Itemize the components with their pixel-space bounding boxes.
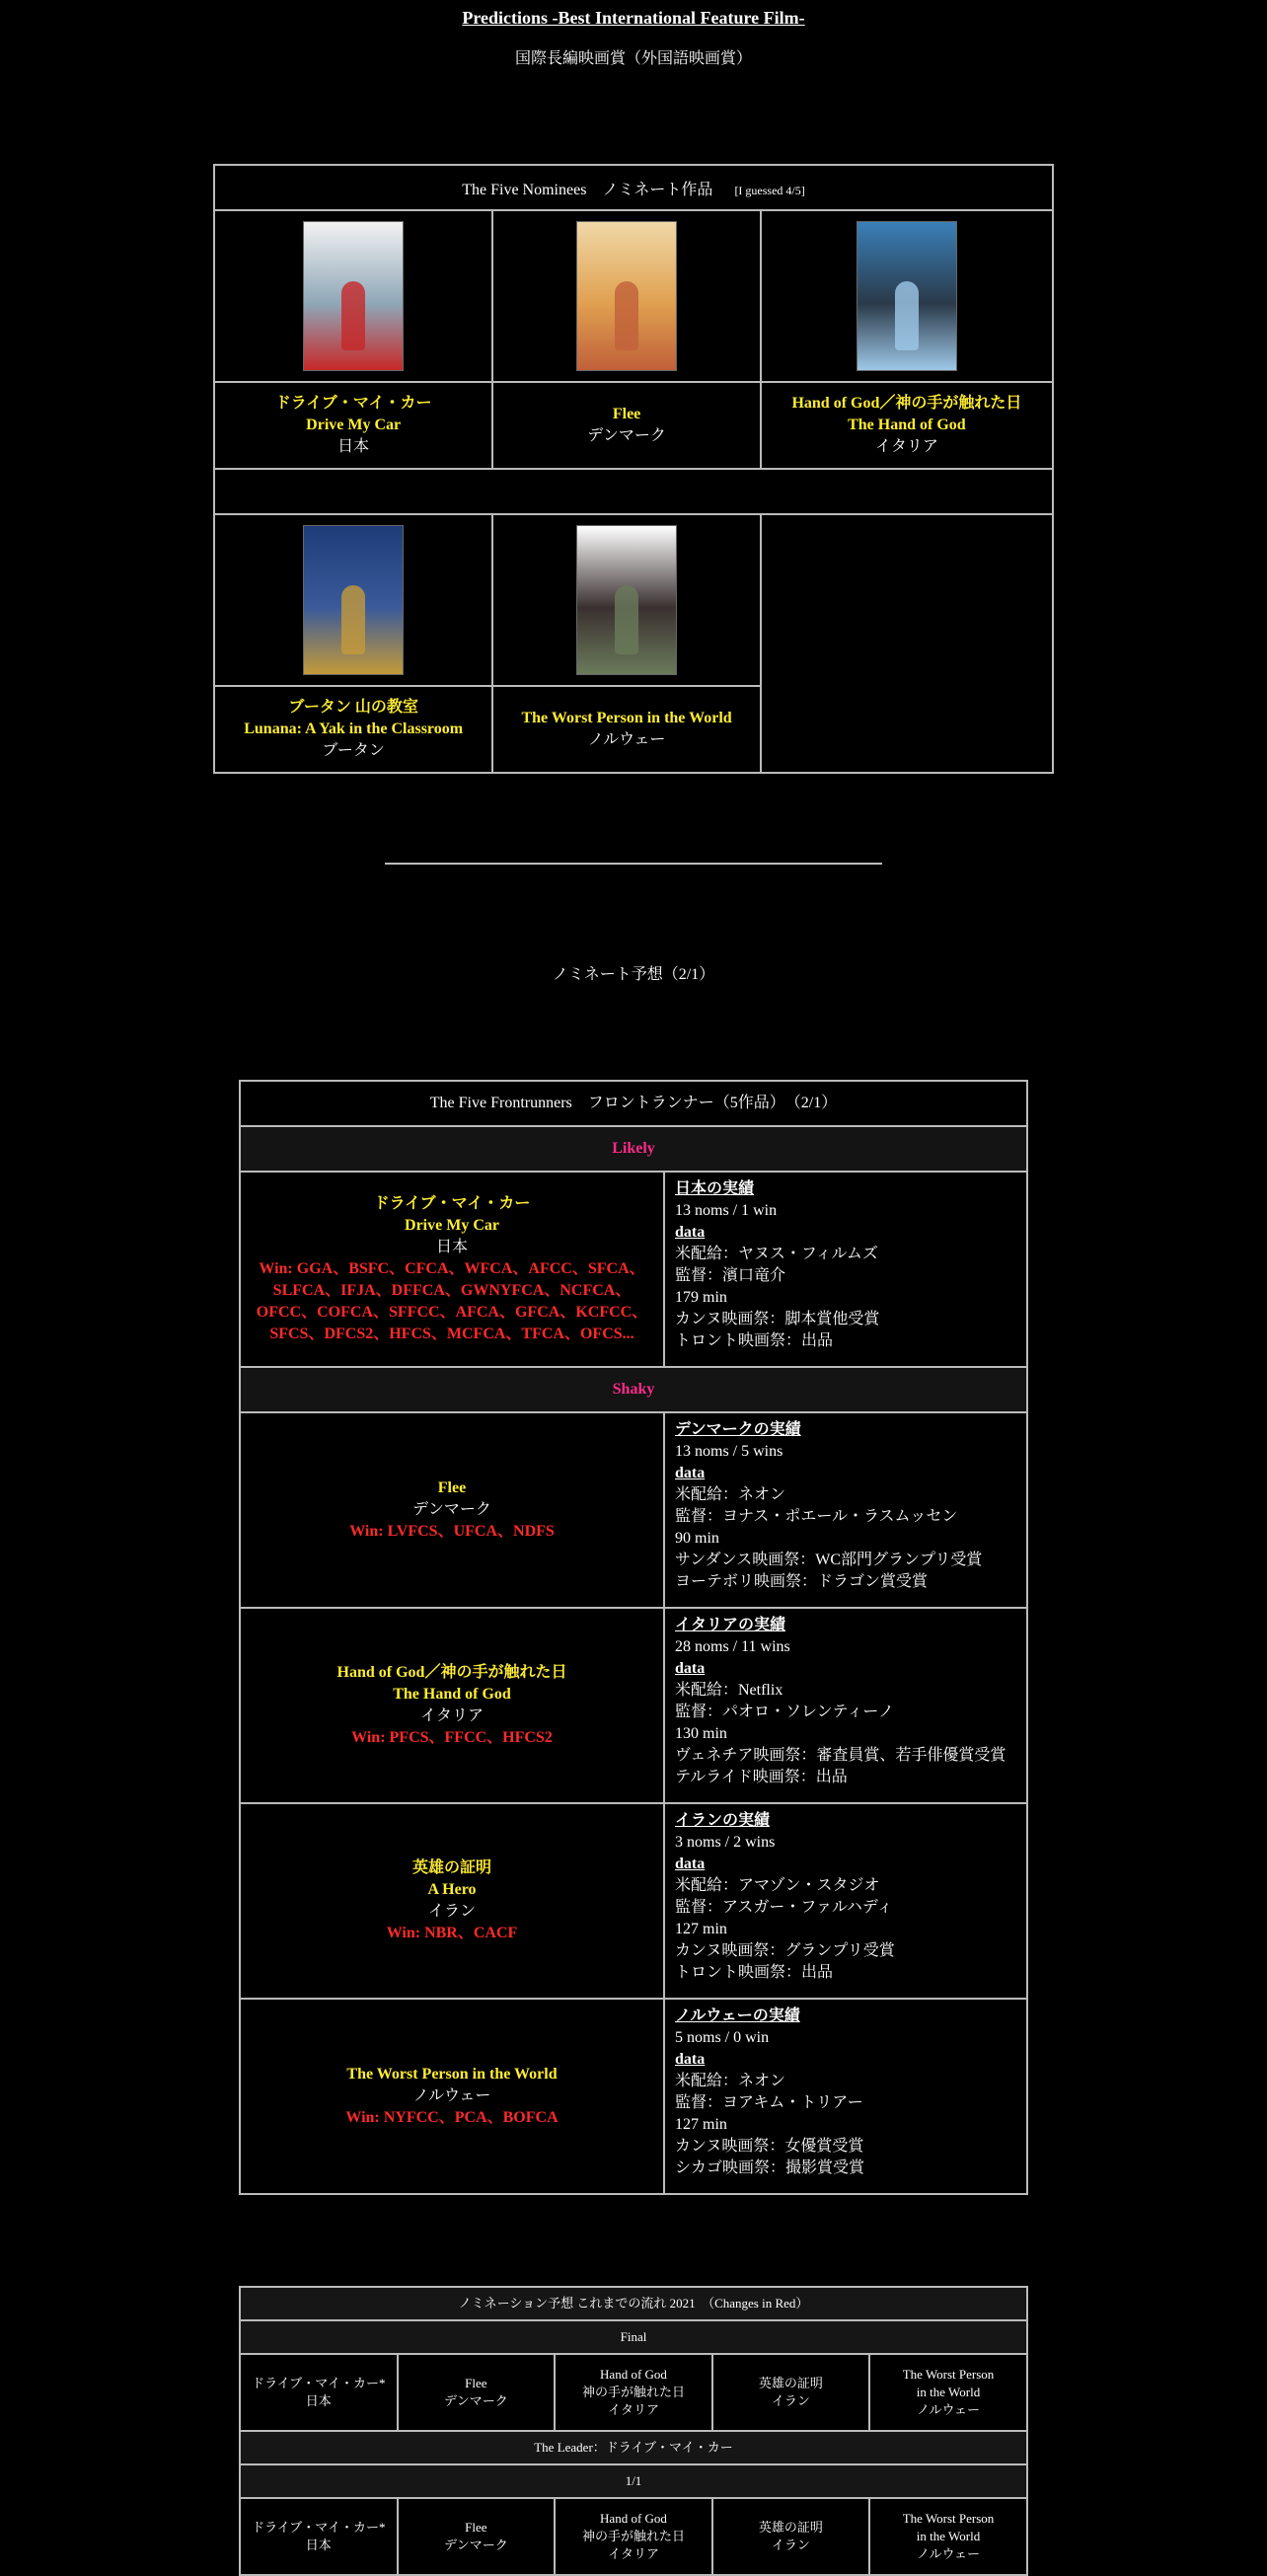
film-title-en: Lunana: A Yak in the Classroom <box>244 720 464 737</box>
film-title-en: The Worst Person in the World <box>346 2066 558 2083</box>
record-title[interactable]: デンマークの実績 <box>675 1421 801 1438</box>
nominees-header-text: The Five Nominees ノミネート作品 <box>462 181 713 198</box>
frontrunner-film <box>240 1803 664 1999</box>
flow-line: in the World <box>916 2385 981 2399</box>
flow-date-label: 1/1 <box>240 2464 1027 2498</box>
nominee-label <box>492 382 761 469</box>
divider <box>385 863 882 865</box>
poster-cell <box>492 514 761 686</box>
flow-cell <box>712 2498 869 2575</box>
record-title[interactable]: 日本の実績 <box>675 1180 755 1197</box>
poster-hand-of-god[interactable] <box>857 221 957 371</box>
flow-line: イタリア <box>607 2402 659 2417</box>
flow-line: ドライブ・マイ・カー* <box>252 2520 386 2535</box>
data-line: 米配給：アマゾン・スタジオ <box>675 1877 880 1894</box>
frontrunner-data <box>664 1803 1027 1999</box>
film-wins: Win: NYFCC、PCA、BOFCA <box>345 2109 559 2126</box>
film-wins: Win: GGA、BSFC、CFCA、WFCA、AFCC、SFCA、SLFCA、IFJA、DFFCA、GWNYFCA、NCFCA、OFCC、COFCA、SFFCC、AFCA、GFCA、KCFCC、SFCS、DFCS2、HFCS、MCFCA、TFCA、OFCS... <box>256 1260 648 1342</box>
page-title[interactable]: Predictions -Best International Feature Film- <box>462 8 805 28</box>
flow-line: イタリア <box>607 2546 659 2561</box>
frontrunner-film <box>240 1999 664 2194</box>
data-line: 監督：アスガー・ファルハディ <box>675 1899 893 1916</box>
data-line: 監督：パオロ・ソレンティーノ <box>675 1704 895 1720</box>
data-line: 監督：ヨナス・ポエール・ラスムッセン <box>675 1508 958 1525</box>
flow-cell <box>869 2354 1027 2431</box>
flow-cell <box>555 2498 712 2575</box>
film-title-en: The Worst Person in the World <box>521 710 732 726</box>
data-line: 127 min <box>675 1921 727 1937</box>
noms-count: 3 noms / 2 wins <box>675 1834 776 1851</box>
data-line: 米配給：ネオン <box>675 2073 786 2089</box>
flow-table <box>239 2286 1028 2576</box>
flow-line: ノルウェー <box>917 2546 980 2561</box>
film-country: 日本 <box>337 438 370 455</box>
nominees-table <box>213 164 1054 774</box>
poster-cell <box>214 514 492 686</box>
page-subtitle: 国際長編映画賞（外国語映画賞） <box>514 50 752 67</box>
poster-figure <box>341 281 365 350</box>
film-country: ノルウェー <box>412 2087 491 2104</box>
film-wins: Win: PFCS、FFCC、HFCS2 <box>351 1729 553 1746</box>
flow-cell <box>398 2498 556 2575</box>
poster-figure <box>615 281 638 350</box>
film-country: ブータン <box>322 742 385 759</box>
film-country: イタリア <box>874 438 938 455</box>
data-line: ヨーテボリ映画祭：ドラゴン賞受賞 <box>675 1573 929 1590</box>
flow-line: in the World <box>916 2529 981 2543</box>
data-line: 179 min <box>675 1289 727 1306</box>
noms-count: 28 noms / 11 wins <box>675 1638 790 1655</box>
flow-cell <box>240 2498 398 2575</box>
film-country: 日本 <box>435 1239 468 1255</box>
frontrunner-film <box>240 1608 664 1803</box>
flow-cell <box>712 2354 869 2431</box>
data-link[interactable]: data <box>675 1465 706 1481</box>
record-title[interactable]: イタリアの実績 <box>675 1617 786 1633</box>
film-country: ノルウェー <box>587 731 666 748</box>
nominee-label <box>214 686 492 773</box>
guess-note: [I guessed 4/5] <box>734 183 805 197</box>
frontrunner-film <box>240 1412 664 1608</box>
data-line: シカゴ映画祭：撮影賞受賞 <box>675 2159 865 2176</box>
frontrunner-film <box>240 1172 664 1367</box>
data-line: トロント映画祭：出品 <box>675 1964 834 1981</box>
data-line: カンヌ映画祭：グランプリ受賞 <box>675 1942 895 1959</box>
data-line: ヴェネチア映画祭：審査員賞、若手俳優賞受賞 <box>675 1747 1006 1764</box>
flow-line: デンマーク <box>444 2393 508 2408</box>
flow-cell <box>555 2354 712 2431</box>
record-title[interactable]: ノルウェーの実績 <box>675 2008 800 2024</box>
film-title-en: Drive My Car <box>306 417 402 433</box>
flow-cell <box>869 2498 1027 2575</box>
spacer-row <box>214 469 1053 514</box>
flow-line: ノルウェー <box>917 2402 980 2417</box>
flow-line: Hand of God <box>600 2511 667 2526</box>
flow-line: イラン <box>771 2393 810 2408</box>
frontrunner-data <box>664 1412 1027 1608</box>
film-wins: Win: LVFCS、UFCA、NDFS <box>349 1523 555 1540</box>
poster-lunana[interactable] <box>303 525 404 675</box>
poster-drive-my-car[interactable] <box>303 221 404 371</box>
flow-line: 英雄の証明 <box>758 2520 823 2535</box>
nominee-label <box>492 686 761 773</box>
film-title-en: Flee <box>437 1479 467 1496</box>
film-title-jp: Hand of God／神の手が触れた日 <box>336 1664 567 1681</box>
flow-line: 日本 <box>305 2538 332 2552</box>
flow-header: ノミネーション予想 これまでの流れ 2021 （Changes in Red） <box>240 2287 1027 2320</box>
flow-final-label: Final <box>240 2320 1027 2354</box>
flow-line: Flee <box>465 2376 487 2390</box>
data-line: カンヌ映画祭：女優賞受賞 <box>675 2138 864 2155</box>
data-link[interactable]: data <box>675 1856 706 1872</box>
noms-count: 5 noms / 0 win <box>675 2029 770 2046</box>
film-country: デンマーク <box>412 1501 491 1518</box>
film-title-jp: ブータン 山の教室 <box>288 699 418 716</box>
data-line: 米配給：ヤヌス・フィルムズ <box>675 1246 878 1262</box>
film-title-jp: ドライブ・マイ・カー <box>373 1195 531 1212</box>
frontrunners-header: The Five Frontrunners フロントランナー（5作品） （2/1） <box>240 1081 1027 1126</box>
film-country: イラン <box>427 1903 476 1920</box>
data-link[interactable]: data <box>675 2051 706 2068</box>
flow-cell <box>240 2354 398 2431</box>
poster-flee[interactable] <box>576 221 677 371</box>
data-line: 127 min <box>675 2116 727 2133</box>
data-line: 米配給：Netflix <box>675 1682 783 1699</box>
poster-figure <box>341 585 365 654</box>
data-line: 米配給：ネオン <box>675 1486 786 1503</box>
film-title-en: The Hand of God <box>848 417 966 433</box>
film-country: イタリア <box>419 1707 484 1724</box>
poster-cell <box>761 210 1053 382</box>
frontrunner-data <box>664 1172 1027 1367</box>
film-title-jp: Hand of God／神の手が触れた日 <box>791 395 1022 412</box>
prediction-heading: ノミネート予想（2/1） <box>552 966 715 983</box>
flow-line: Flee <box>465 2520 487 2535</box>
data-link[interactable]: data <box>675 1224 706 1241</box>
empty-cell <box>761 514 1053 773</box>
data-line: カンヌ映画祭：脚本賞他受賞 <box>675 1311 880 1327</box>
data-line: トロント映画祭：出品 <box>675 1332 834 1349</box>
noms-count: 13 noms / 1 win <box>675 1202 778 1219</box>
poster-cell <box>214 210 492 382</box>
flow-line: ドライブ・マイ・カー* <box>252 2376 386 2390</box>
frontrunner-data <box>664 1999 1027 2194</box>
flow-leader: The Leader：ドライブ・マイ・カー <box>240 2431 1027 2464</box>
flow-line: イラン <box>771 2538 810 2552</box>
shaky-label: Shaky <box>240 1367 1027 1412</box>
data-line: 監督：濱口竜介 <box>675 1267 786 1284</box>
poster-figure <box>895 281 919 350</box>
frontrunner-data <box>664 1608 1027 1803</box>
record-title[interactable]: イランの実績 <box>675 1812 771 1829</box>
film-title-en: Drive My Car <box>405 1217 499 1234</box>
flow-line: デンマーク <box>444 2538 508 2552</box>
flow-line: 英雄の証明 <box>758 2376 823 2390</box>
likely-label: Likely <box>240 1126 1027 1172</box>
flow-line: 神の手が触れた日 <box>581 2529 685 2543</box>
flow-cell <box>398 2354 556 2431</box>
flow-line: 日本 <box>305 2393 332 2408</box>
flow-line: The Worst Person <box>902 2511 995 2526</box>
data-line: 90 min <box>675 1530 719 1547</box>
flow-line: The Worst Person <box>902 2367 995 2382</box>
data-line: 130 min <box>675 1725 727 1742</box>
film-title-jp: ドライブ・マイ・カー <box>274 395 432 412</box>
data-link[interactable]: data <box>675 1660 706 1677</box>
film-country: デンマーク <box>587 427 666 444</box>
data-line: テルライド映画祭：出品 <box>675 1769 848 1785</box>
film-title-en: A Hero <box>427 1881 477 1898</box>
poster-cell <box>492 210 761 382</box>
film-wins: Win: NBR、CACF <box>386 1925 518 1941</box>
flow-line: 神の手が触れた日 <box>581 2385 685 2399</box>
film-title-en: Flee <box>612 406 641 422</box>
frontrunners-table <box>239 1080 1028 2195</box>
data-line: サンダンス映画祭：WC部門グランプリ受賞 <box>675 1552 983 1568</box>
poster-worst-person[interactable] <box>576 525 677 675</box>
data-line: 監督：ヨアキム・トリアー <box>675 2094 863 2111</box>
noms-count: 13 noms / 5 wins <box>675 1443 783 1460</box>
poster-figure <box>615 585 638 654</box>
flow-line: Hand of God <box>600 2367 667 2382</box>
nominee-label <box>214 382 492 469</box>
nominees-header <box>214 165 1053 210</box>
nominee-label <box>761 382 1053 469</box>
film-title-jp: 英雄の証明 <box>411 1859 491 1876</box>
film-title-en: The Hand of God <box>393 1686 511 1703</box>
